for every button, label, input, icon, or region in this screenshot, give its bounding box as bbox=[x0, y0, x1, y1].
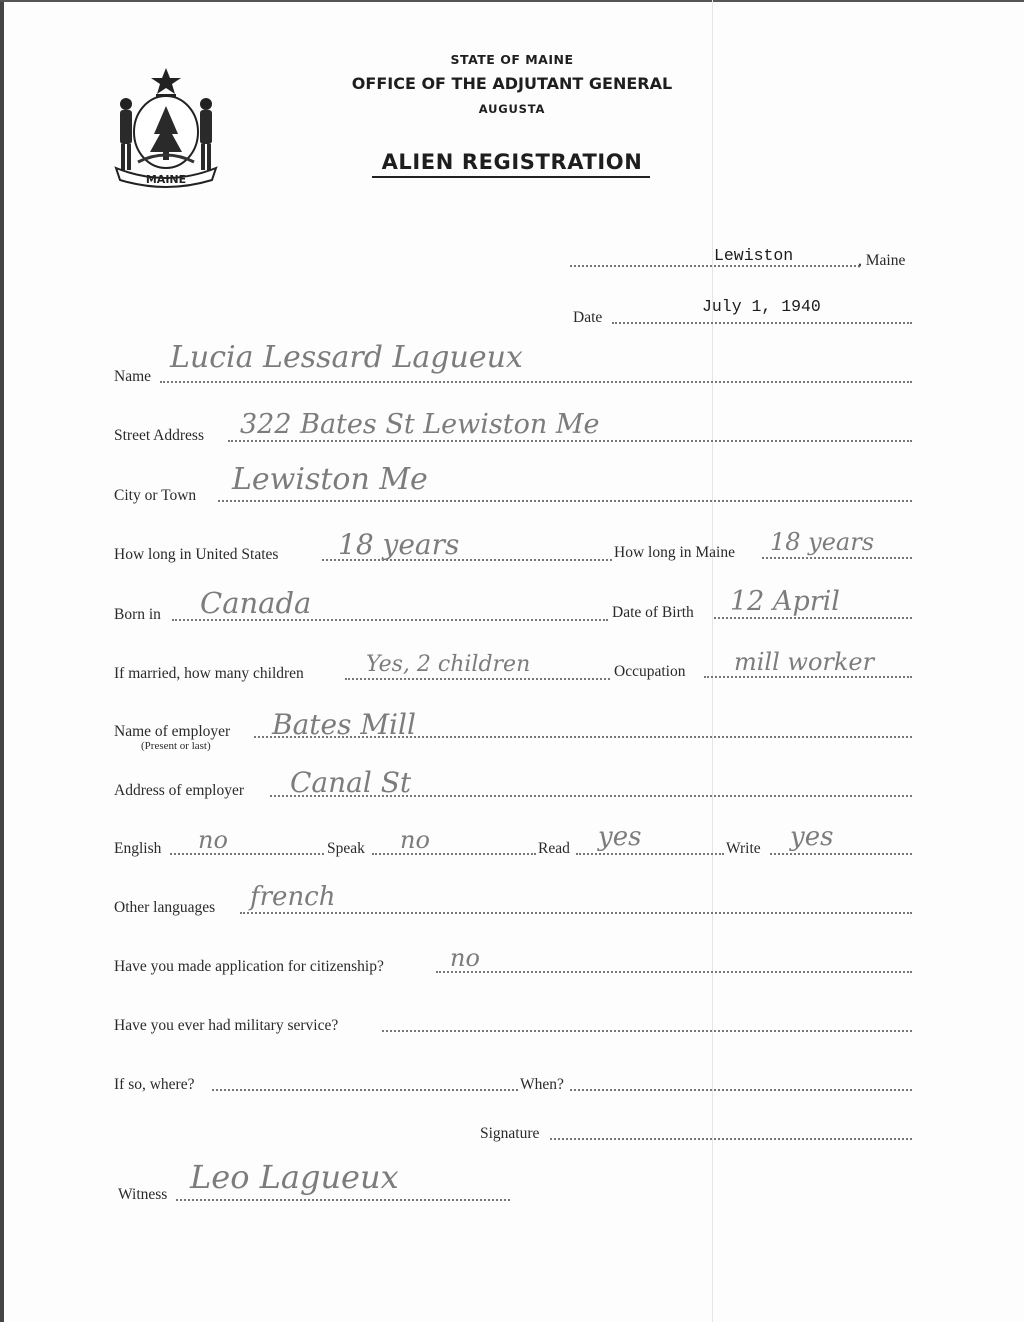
years-us-value: 18 years bbox=[338, 528, 460, 561]
english-value: no bbox=[198, 826, 228, 854]
citizenship-value: no bbox=[450, 944, 480, 972]
employer-value: Bates Mill bbox=[272, 708, 416, 741]
other-languages-label: Other languages bbox=[114, 899, 216, 916]
occupation-value: mill worker bbox=[734, 648, 875, 676]
street-line bbox=[228, 440, 912, 442]
years-us-label: How long in United States bbox=[114, 546, 279, 563]
military-label: Have you ever had military service? bbox=[114, 1017, 339, 1034]
dob-value: 12 April bbox=[730, 586, 840, 617]
children-value: Yes, 2 children bbox=[366, 652, 531, 677]
english-line bbox=[170, 853, 324, 855]
years-maine-value: 18 years bbox=[770, 528, 875, 556]
citizenship-label: Have you made application for citizenship? bbox=[114, 958, 384, 975]
place-value: Lewiston bbox=[714, 246, 794, 265]
scan-edge-left bbox=[0, 0, 4, 1322]
name-value: Lucia Lessard Lagueux bbox=[170, 340, 523, 375]
english-label: English bbox=[114, 840, 162, 857]
city-line bbox=[218, 500, 912, 502]
born-in-label: Born in bbox=[114, 606, 161, 623]
signature-line bbox=[550, 1138, 912, 1140]
military-line bbox=[382, 1030, 912, 1032]
read-label: Read bbox=[538, 840, 570, 857]
speak-line bbox=[372, 853, 536, 855]
signature-label: Signature bbox=[480, 1125, 540, 1142]
children-line bbox=[345, 678, 610, 680]
years-maine-line bbox=[762, 557, 912, 559]
years-maine-label: How long in Maine bbox=[614, 544, 735, 561]
employer-label: Name of employer bbox=[114, 723, 231, 740]
dob-line bbox=[714, 617, 912, 619]
state-heading: STATE OF MAINE bbox=[450, 52, 574, 67]
employer-address-value: Canal St bbox=[290, 766, 412, 799]
employer-address-label: Address of employer bbox=[114, 782, 244, 799]
maine-state-seal bbox=[108, 64, 224, 192]
form-title: ALIEN REGISTRATION bbox=[381, 150, 643, 174]
occupation-label: Occupation bbox=[614, 663, 686, 680]
born-in-value: Canada bbox=[200, 586, 312, 620]
office-heading: OFFICE OF THE ADJUTANT GENERAL bbox=[351, 74, 673, 93]
read-line bbox=[576, 853, 724, 855]
write-line bbox=[770, 853, 912, 855]
other-languages-line bbox=[240, 912, 912, 914]
speak-label: Speak bbox=[327, 840, 365, 857]
name-line bbox=[160, 381, 912, 383]
place-line bbox=[570, 265, 860, 267]
scan-edge-top bbox=[0, 0, 1024, 2]
witness-line bbox=[176, 1199, 510, 1201]
other-languages-value: french bbox=[250, 882, 336, 912]
city-value: Lewiston Me bbox=[232, 462, 428, 497]
speak-value: no bbox=[400, 826, 430, 854]
write-label: Write bbox=[726, 840, 761, 857]
children-label: If married, how many children bbox=[114, 665, 304, 682]
where-line bbox=[212, 1089, 518, 1091]
employer-sublabel: (Present or last) bbox=[141, 740, 211, 752]
seal-banner-text: MAINE bbox=[145, 173, 187, 186]
street-value: 322 Bates St Lewiston Me bbox=[240, 409, 600, 440]
paper-fold-line bbox=[712, 0, 713, 1322]
street-label: Street Address bbox=[114, 427, 204, 444]
read-value: yes bbox=[598, 822, 642, 852]
when-label: When? bbox=[520, 1076, 564, 1093]
citizenship-line bbox=[436, 971, 912, 973]
occupation-line bbox=[704, 676, 912, 678]
title-underline bbox=[372, 176, 650, 178]
witness-label: Witness bbox=[118, 1186, 168, 1203]
date-value: July 1, 1940 bbox=[702, 297, 821, 316]
city-label: City or Town bbox=[114, 487, 197, 504]
witness-value: Leo Lagueux bbox=[190, 1158, 399, 1196]
write-value: yes bbox=[790, 822, 834, 852]
date-line bbox=[612, 322, 912, 324]
name-label: Name bbox=[114, 368, 152, 385]
dob-label: Date of Birth bbox=[612, 604, 694, 621]
place-suffix: , Maine bbox=[858, 252, 906, 269]
date-label: Date bbox=[573, 309, 603, 326]
when-line bbox=[570, 1089, 912, 1091]
city-heading: AUGUSTA bbox=[478, 102, 546, 116]
where-label: If so, where? bbox=[114, 1076, 195, 1093]
